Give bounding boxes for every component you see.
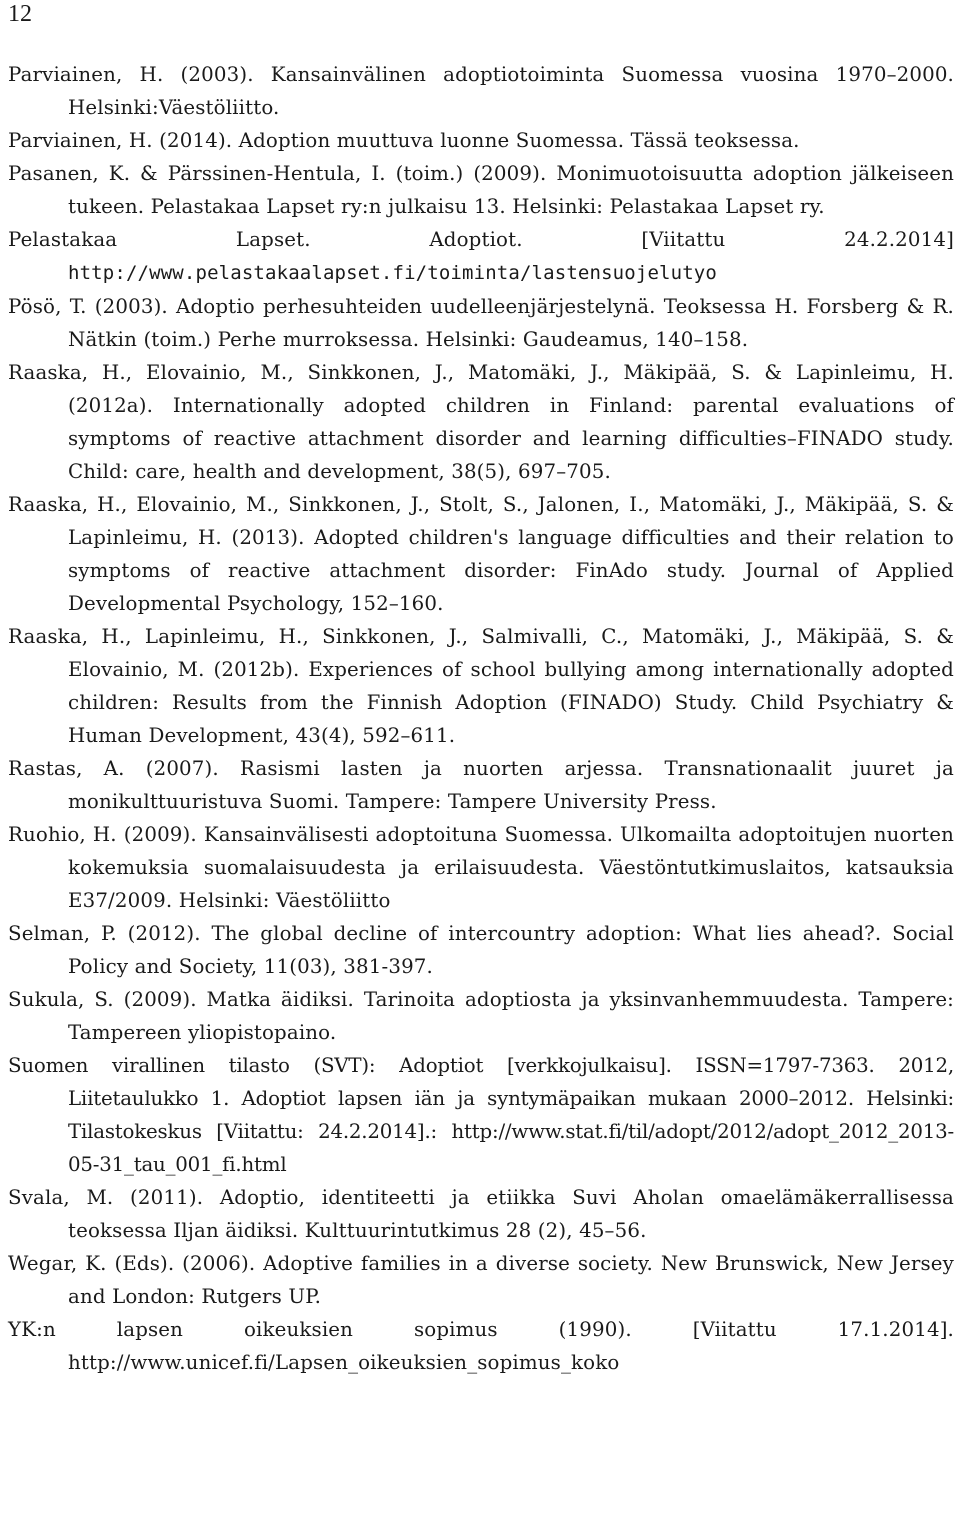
reference-text: Selman, P. (2012). The global decline of intercountry adoption: What lies ahead?. Social Policy and Society, 11(03), 381-397. xyxy=(8,922,954,978)
reference-text: Sukula, S. (2009). Matka äidiksi. Tarinoita adoptiosta ja yksinvanhemmuudesta. Tampere: Tampereen yliopistopaino. xyxy=(8,988,954,1044)
reference-text: Ruohio, H. (2009). Kansainvälisesti adoptoituna Suomessa. Ulkomailta adoptoitujen nuorten kokemuksia suomalaisuudesta ja erilaisuudesta. Väestöntutkimuslaitos, katsauksia E37/2009. Helsinki: Väestöliitto xyxy=(8,823,954,912)
reference-text: Rastas, A. (2007). Rasismi lasten ja nuorten arjessa. Transnationaalit juuret ja monikulttuuristuva Suomi. Tampere: Tampere University Press. xyxy=(8,757,954,813)
reference-entry xyxy=(8,157,954,223)
reference-entry xyxy=(8,356,954,488)
reference-text: Pasanen, K. & Pärssinen-Hentula, I. (toim.) (2009). Monimuotoisuutta adoption jälkeiseen tukeen. Pelastakaa Lapset ry:n julkaisu 13. Helsinki: Pelastakaa Lapset ry. xyxy=(8,162,954,218)
reference-text: YK:n lapsen oikeuksien sopimus (1990). [Viitattu 17.1.2014]. xyxy=(8,1318,954,1341)
reference-text: Wegar, K. (Eds). (2006). Adoptive families in a diverse society. New Brunswick, New Jersey and London: Rutgers UP. xyxy=(8,1252,954,1308)
reference-text: Parviainen, H. (2003). Kansainvälinen adoptiotoiminta Suomessa vuosina 1970–2000. Helsinki:Väestöliitto. xyxy=(8,63,954,119)
reference-entry xyxy=(8,1049,954,1181)
reference-entry xyxy=(8,124,954,157)
reference-url[interactable]: http://www.stat.fi/til/adopt/2012/adopt_2012_2013-05-31_tau_001_fi.html xyxy=(68,1120,954,1176)
reference-url[interactable]: http://www.pelastakaalapset.fi/toiminta/lastensuojelutyo xyxy=(68,262,717,284)
reference-entry xyxy=(8,917,954,983)
reference-text: Raaska, H., Lapinleimu, H., Sinkkonen, J., Salmivalli, C., Matomäki, J., Mäkipää, S. & Elovainio, M. (2012b). Experiences of school bullying among internationally adopted children: Results from the Finnish Adoption (FINADO) Study. Child Psychiatry & Human Development, 43(4), 592–611. xyxy=(8,625,954,747)
reference-entry xyxy=(8,1181,954,1247)
reference-entry xyxy=(8,1247,954,1313)
reference-text: Svala, M. (2011). Adoptio, identiteetti ja etiikka Suvi Aholan omaelämäkerrallisessa teoksessa Iljan äidiksi. Kulttuurintutkimus 28 (2), 45–56. xyxy=(8,1186,954,1242)
reference-entry xyxy=(8,223,954,290)
reference-text: Suomen virallinen tilasto (SVT): Adoptiot [verkkojulkaisu]. ISSN=1797-7363. 2012, Liitetaulukko 1. Adoptiot lapsen iän ja syntymäpaikan mukaan 2000–2012. Helsinki: Tilastokeskus [Viitattu: 24.2.2014].: xyxy=(8,1054,954,1143)
reference-entry xyxy=(8,983,954,1049)
reference-entry xyxy=(8,1313,954,1379)
reference-entry xyxy=(8,620,954,752)
reference-text: Pösö, T. (2003). Adoptio perhesuhteiden uudelleenjärjestelynä. Teoksessa H. Forsberg & R. Nätkin (toim.) Perhe murroksessa. Helsinki: Gaudeamus, 140–158. xyxy=(8,295,954,351)
reference-entry xyxy=(8,752,954,818)
reference-url[interactable]: http://www.unicef.fi/Lapsen_oikeuksien_sopimus_koko xyxy=(68,1351,620,1374)
reference-entry xyxy=(8,818,954,917)
reference-entry xyxy=(8,58,954,124)
reference-entry xyxy=(8,488,954,620)
reference-text: Pelastakaa Lapset. Adoptiot. [Viitattu 24.2.2014] xyxy=(8,228,954,251)
reference-text: Raaska, H., Elovainio, M., Sinkkonen, J., Matomäki, J., Mäkipää, S. & Lapinleimu, H. (2012a). Internationally adopted children in Finland: parental evaluations of symptoms of reactive attachment disorder and learning difficulties–FINADO study. Child: care, health and development, 38(5), 697–705. xyxy=(8,361,954,483)
reference-entry xyxy=(8,290,954,356)
reference-text: Parviainen, H. (2014). Adoption muuttuva luonne Suomessa. Tässä teoksessa. xyxy=(8,129,800,152)
page-number: 12 xyxy=(8,1,32,27)
reference-list xyxy=(8,58,954,1379)
reference-text: Raaska, H., Elovainio, M., Sinkkonen, J., Stolt, S., Jalonen, I., Matomäki, J., Mäkipää, S. & Lapinleimu, H. (2013). Adopted children's language difficulties and their relation to symptoms of reactive attachment disorder: FinAdo study. Journal of Applied Developmental Psychology, 152–160. xyxy=(8,493,954,615)
